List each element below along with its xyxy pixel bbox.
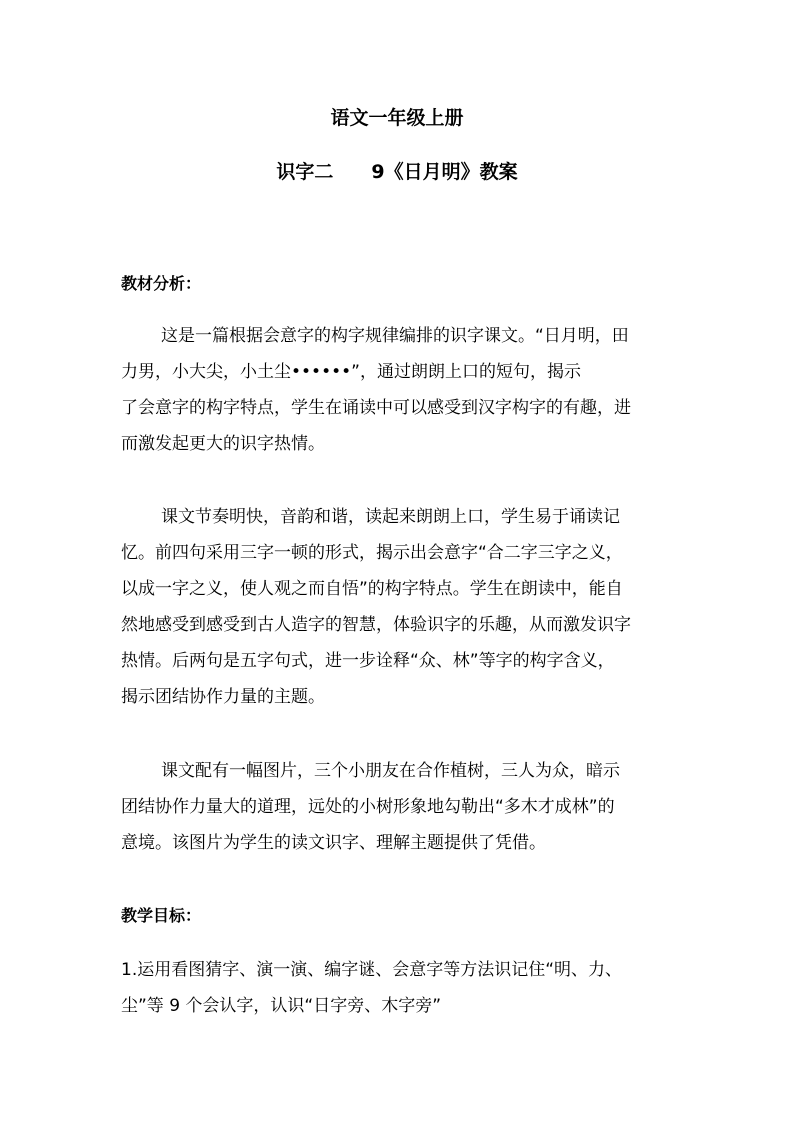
paragraph-1-line-2: 力男，小大尖，小土尘••••••”，通过朗朗上口的短句，揭示 — [121, 362, 581, 382]
paragraph-1-line-4: 而激发起更大的识字热情。 — [121, 434, 325, 454]
teaching-goal-1 — [121, 952, 681, 1024]
subtitle-unit: 识字二 — [276, 161, 334, 183]
paragraph-3-line-3: 意境。该图片为学生的读文识字、理解主题提供了凭借。 — [121, 833, 546, 853]
teaching-goal-1-line-2: 尘”等 9 个会认字，认识“日字旁、木字旁” — [121, 996, 442, 1016]
paragraph-2-line-5: 热情。后两句是五字句式，进一步诠释“众、林”等字的构字含义， — [121, 651, 615, 671]
paragraph-2-line-6: 揭示团结协作力量的主题。 — [121, 687, 325, 707]
section-heading-material-analysis: 教材分析： — [121, 274, 202, 293]
paragraph-2-line-1: 课文节奏明快，音韵和谐，读起来朗朗上口，学生易于诵读记 — [161, 507, 620, 527]
paragraph-1-line-3: 了会意字的构字特点，学生在诵读中可以感受到汉字构字的有趣，进 — [121, 398, 631, 418]
document-subtitle — [0, 160, 794, 184]
paragraph-3-line-1: 课文配有一幅图片，三个小朋友在合作植树，三人为众，暗示 — [161, 761, 620, 781]
document-title: 语文一年级上册 — [330, 107, 464, 129]
paragraph-2-line-3: 以成一字之义，使人观之而自悟”的构字特点。学生在朗读中，能自 — [121, 579, 623, 599]
paragraph-1 — [121, 318, 681, 462]
paragraph-2-line-4: 然地感受到感受到古人造字的智慧，体验识字的乐趣，从而激发识字 — [121, 615, 631, 635]
subtitle-lesson: 9《日月明》教案 — [371, 161, 518, 183]
teaching-goal-1-line-1: 1.运用看图猜字、演一演、编字谜、会意字等方法识记住“明、力、 — [121, 960, 623, 980]
section-heading-teaching-goals: 教学目标： — [121, 906, 202, 925]
paragraph-3 — [121, 753, 681, 861]
paragraph-3-line-2: 团结协作力量大的道理，远处的小树形象地勾勒出“多木才成林”的 — [121, 797, 615, 817]
paragraph-2-line-2: 忆。前四句采用三字一顿的形式，揭示出会意字“合二字三字之义， — [121, 543, 623, 563]
paragraph-2 — [121, 499, 681, 715]
paragraph-1-line-1: 这是一篇根据会意字的构字规律编排的识字课文。“日月明，田 — [161, 326, 629, 346]
